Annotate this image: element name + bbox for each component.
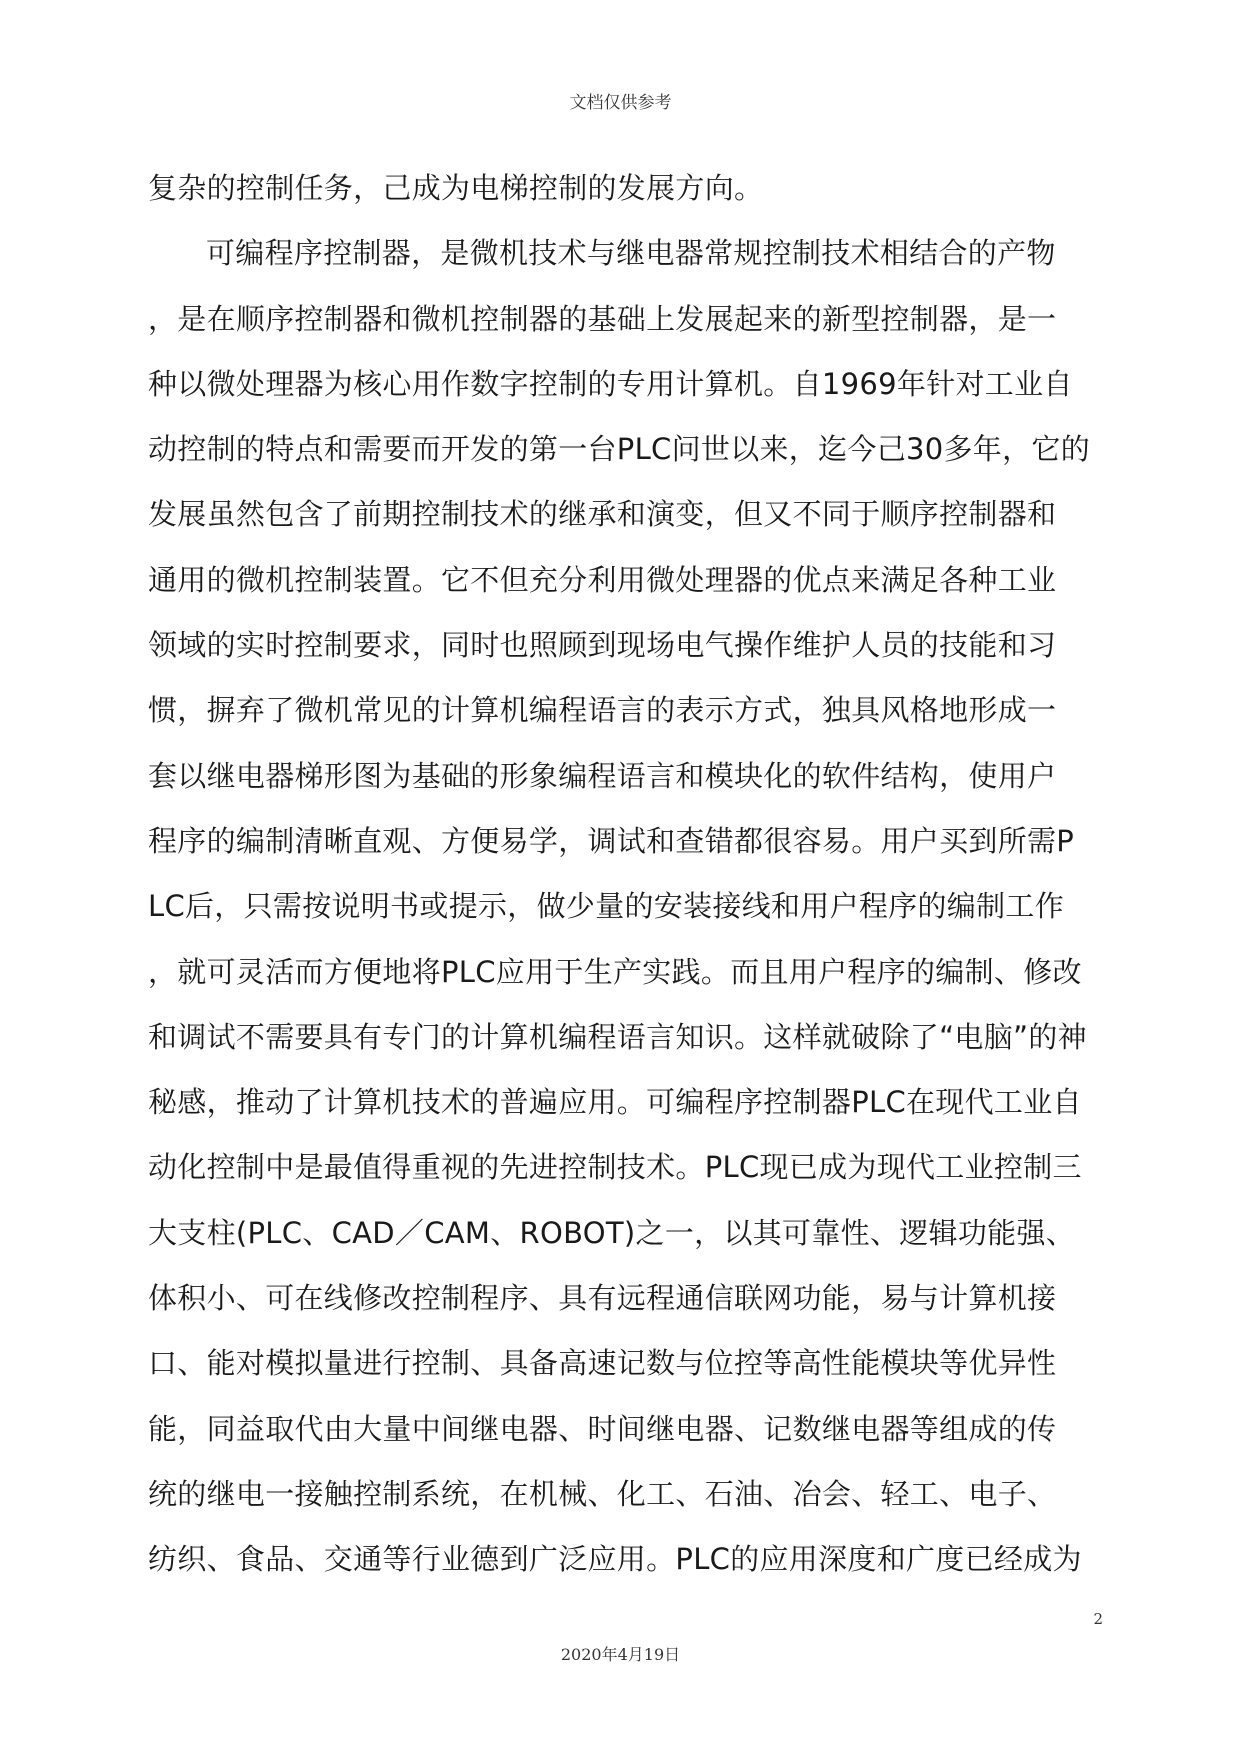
text-line: 发展虽然包含了前期控制技术的继承和演变，但又不同于顺序控制器和 (148, 497, 1057, 532)
text-line: 动控制的特点和需要而开发的第一台PLC问世以来，迄今己30多年，它的 (148, 432, 1090, 467)
text-line: 和调试不需要具有专门的计算机编程语言知识。这样就破除了“电脑”的神 (148, 1019, 1087, 1054)
text-line: 大支柱(PLC、CAD／CAM、ROBOT)之一，以其可靠性、逻辑功能强、 (148, 1215, 1076, 1250)
text-line-paragraph-start: 可编程序控制器，是微机技术与继电器常规控制技术相结合的产物 (206, 236, 1056, 271)
text-line: 复杂的控制任务，己成为电梯控制的发展方向。 (148, 171, 764, 205)
page-footer-date: 2020年4月19日 (560, 1645, 681, 1664)
text-line: 动化控制中是最值得重视的先进控制技术。PLC现已成为现代工业控制三 (148, 1150, 1082, 1185)
text-line: ，就可灵活而方便地将PLC应用于生产实践。而且用户程序的编制、修改 (148, 954, 1082, 989)
text-line: LC后，只需按说明书或提示，做少量的安装接线和用户程序的编制工作 (148, 889, 1065, 924)
text-line: 口、能对模拟量进行控制、具备高速记数与位控等高性能模块等优异性 (148, 1346, 1057, 1381)
text-line: 领域的实时控制要求，同时也照顾到现场电气操作维护人员的技能和习 (148, 628, 1057, 663)
text-line: 秘感，推动了计算机技术的普遍应用。可编程序控制器PLC在现代工业自 (148, 1085, 1082, 1120)
text-line: 惯，摒弃了微机常见的计算机编程语言的表示方式，独具风格地形成一 (148, 693, 1057, 728)
text-line: 通用的微机控制装置。它不但充分利用微处理器的优点来满足各种工业 (148, 562, 1057, 597)
text-line: 能，同益取代由大量中间继电器、时间继电器、记数继电器等组成的传 (148, 1411, 1057, 1446)
text-line: 统的继电一接触控制系统，在机械、化工、石油、冶会、轻工、电子、 (148, 1476, 1057, 1511)
body-text (148, 156, 1108, 1593)
text-line: 程序的编制清晰直观、方便易学，调试和查错都很容易。用户买到所需P (148, 823, 1075, 858)
page-number: 2 (1093, 1610, 1103, 1628)
text-line: 种以微处理器为核心用作数字控制的专用计算机。自1969年针对工业自 (148, 366, 1073, 401)
page-header: 文档仅供参考 (569, 93, 672, 113)
text-line: ，是在顺序控制器和微机控制器的基础上发展起来的新型控制器，是一 (148, 301, 1057, 336)
text-line: 纺织、食品、交通等行业德到广泛应用。PLC的应用深度和广度已经成为 (148, 1542, 1082, 1577)
text-line: 套以继电器梯形图为基础的形象编程语言和模块化的软件结构，使用户 (148, 758, 1057, 793)
text-line: 体积小、可在线修改控制程序、具有远程通信联网功能，易与计算机接 (148, 1281, 1057, 1316)
